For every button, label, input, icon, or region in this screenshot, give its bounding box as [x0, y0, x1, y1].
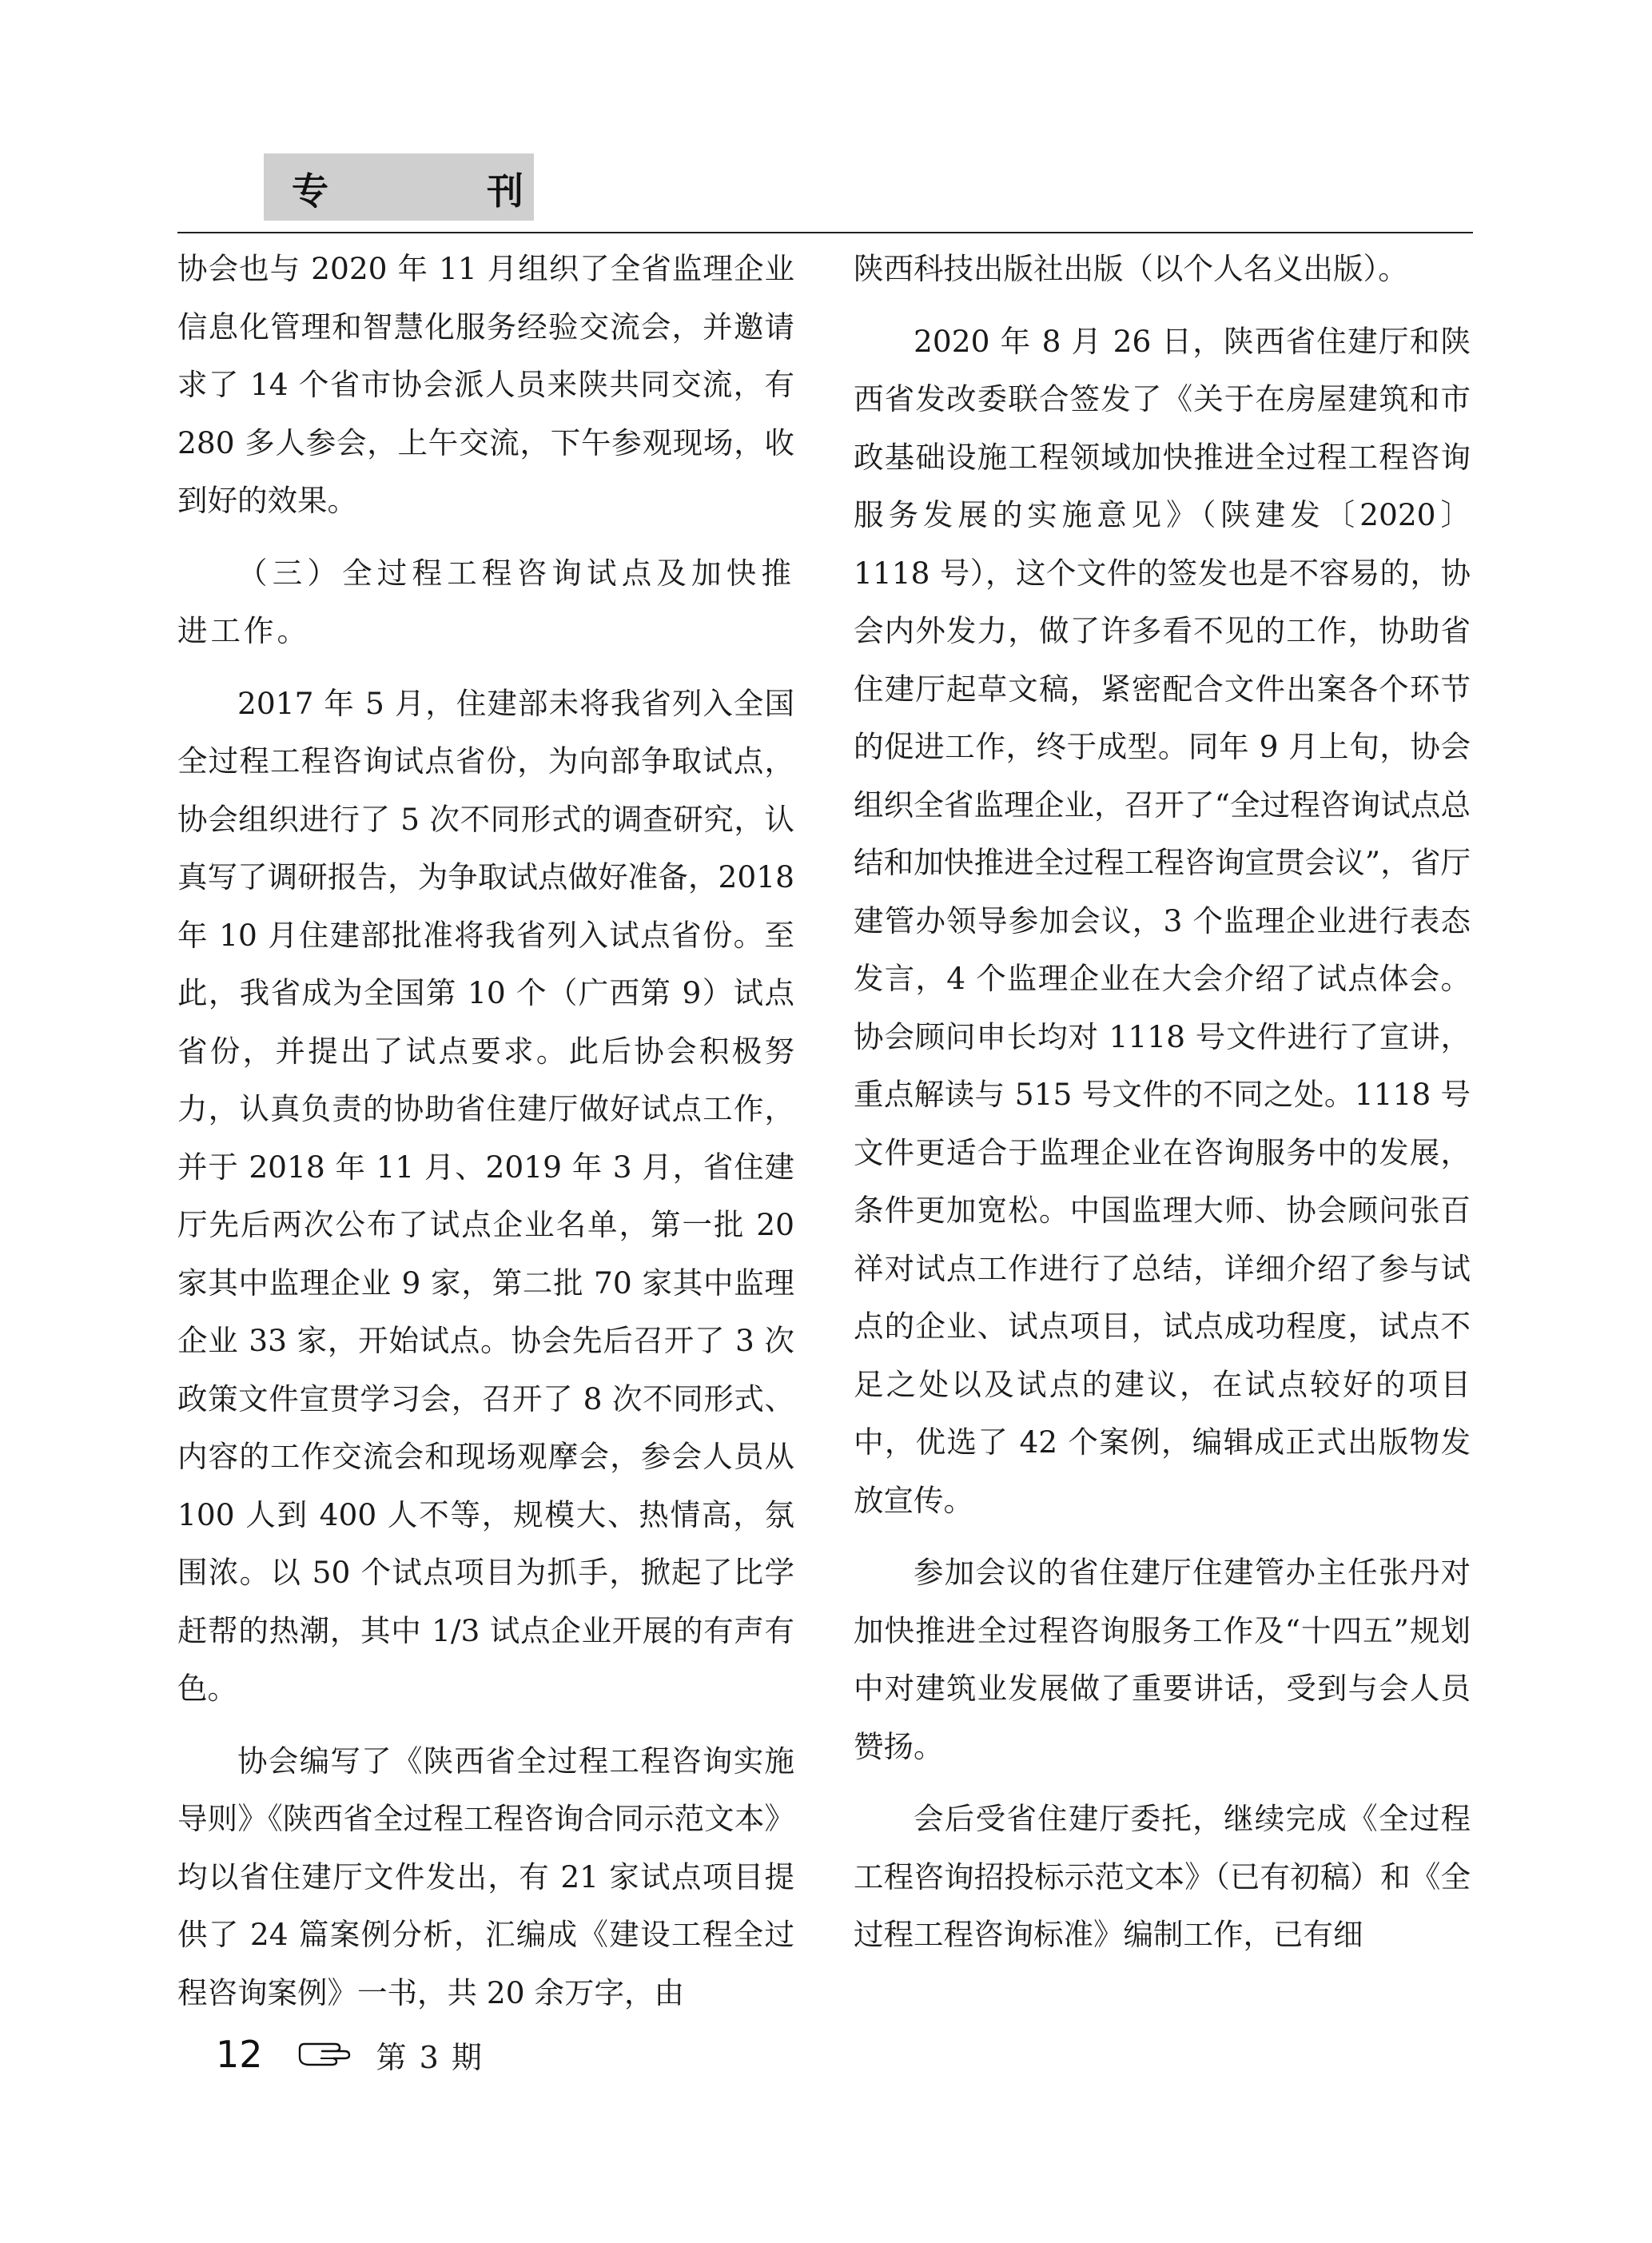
- paragraph: 协会也与 2020 年 11 月组织了全省监理企业信息化管理和智慧化服务经验交流会，并邀请求了 14 个省市协会派人员来陕共同交流，有 280 多人参会，上午交流，下午参观现场，收到好的效果。: [177, 251, 794, 518]
- pointing-hand-icon: [298, 2041, 351, 2068]
- section-title: [292, 157, 523, 221]
- paragraph: 2020 年 8 月 26 日，陕西省住建厅和陕西省发改委联合签发了《关于在房屋建筑和市政基础设施工程领域加快推进全过程工程咨询服务发展的实施意见》（陕建发〔2020〕1118 号），这个文件的签发也是不容易的，协会内外发力，做了许多看不见的工作，协助省住建厅起草文稿，紧密配合文件出案各个环节的促进工作，终于成型。同年 9 月上旬，协会组织全省监理企业，召开了“全过程咨询试点总结和加快推进全过程工程咨询宣贯会议”，省厅建管办领导参加会议，3 个监理企业进行表态发言，4 个监理企业在大会介绍了试点体会。协会顾问申长均对 1118 号文件进行了宣讲，重点解读与 515 号文件的不同之处。1118 号文件更适合于监理企业在咨询服务中的发展，条件更加宽松。中国监理大师、协会顾问张百祥对试点工作进行了总结，详细介绍了参与试点的企业、试点项目，试点成功程度，试点不足之处以及试点的建议，在试点较好的项目中，优选了 42 个案例，编辑成正式出版物发放宣传。: [854, 323, 1471, 1518]
- paragraph: 会后受省住建厅委托，继续完成《全过程工程咨询招投标示范文本》（已有初稿）和《全过程工程咨询标准》编制工作，已有细: [854, 1801, 1471, 1952]
- paragraph: 陕西科技出版社出版（以个人名义出版）。: [854, 251, 1408, 286]
- page-footer: [216, 2030, 484, 2078]
- section-title-char-2: 刊: [487, 169, 523, 213]
- paragraph: 参加会议的省住建厅住建管办主任张丹对加快推进全过程咨询服务工作及“十四五”规划中对建筑业发展做了重要讲话，受到与会人员赞扬。: [854, 1555, 1471, 1764]
- issue-label: 第 3 期: [376, 2039, 484, 2075]
- section-heading: （三）全过程工程咨询试点及加快推进工作。: [177, 555, 794, 648]
- header-divider: [177, 232, 1473, 233]
- paragraph: 2017 年 5 月，住建部未将我省列入全国全过程工程咨询试点省份，为向部争取试点，协会组织进行了 5 次不同形式的调查研究，认真写了调研报告，为争取试点做好准备，2018 年 10 月住建部批准将我省列入试点省份。至此，我省成为全国第 10 个（广西第 9）试点省份，并提出了试点要求。此后协会积极努力，认真负责的协助省住建厅做好试点工作，并于 2018 年 11 月、2019 年 3 月，省住建厅先后两次公布了试点企业名单，第一批 20 家其中监理企业 9 家，第二批 70 家其中监理企业 33 家，开始试点。协会先后召开了 3 次政策文件宣贯学习会，召开了 8 次不同形式、内容的工作交流会和现场观摩会，参会人员从 100 人到 400 人不等，规模大、热情高，氛围浓。以 50 个试点项目为抓手，掀起了比学赶帮的热潮，其中 1/3 试点企业开展的有声有色。: [177, 685, 794, 1706]
- page-number: 12: [216, 2033, 263, 2076]
- section-title-char-1: 专: [292, 169, 328, 213]
- right-column: [854, 240, 1471, 1964]
- left-column: [177, 240, 794, 2022]
- paragraph: 协会编写了《陕西省全过程工程咨询实施导则》《陕西省全过程工程咨询合同示范文本》均以省住建厅文件发出，有 21 家试点项目提供了 24 篇案例分析，汇编成《建设工程全过程咨询案例》一书，共 20 余万字，由: [177, 1743, 794, 2010]
